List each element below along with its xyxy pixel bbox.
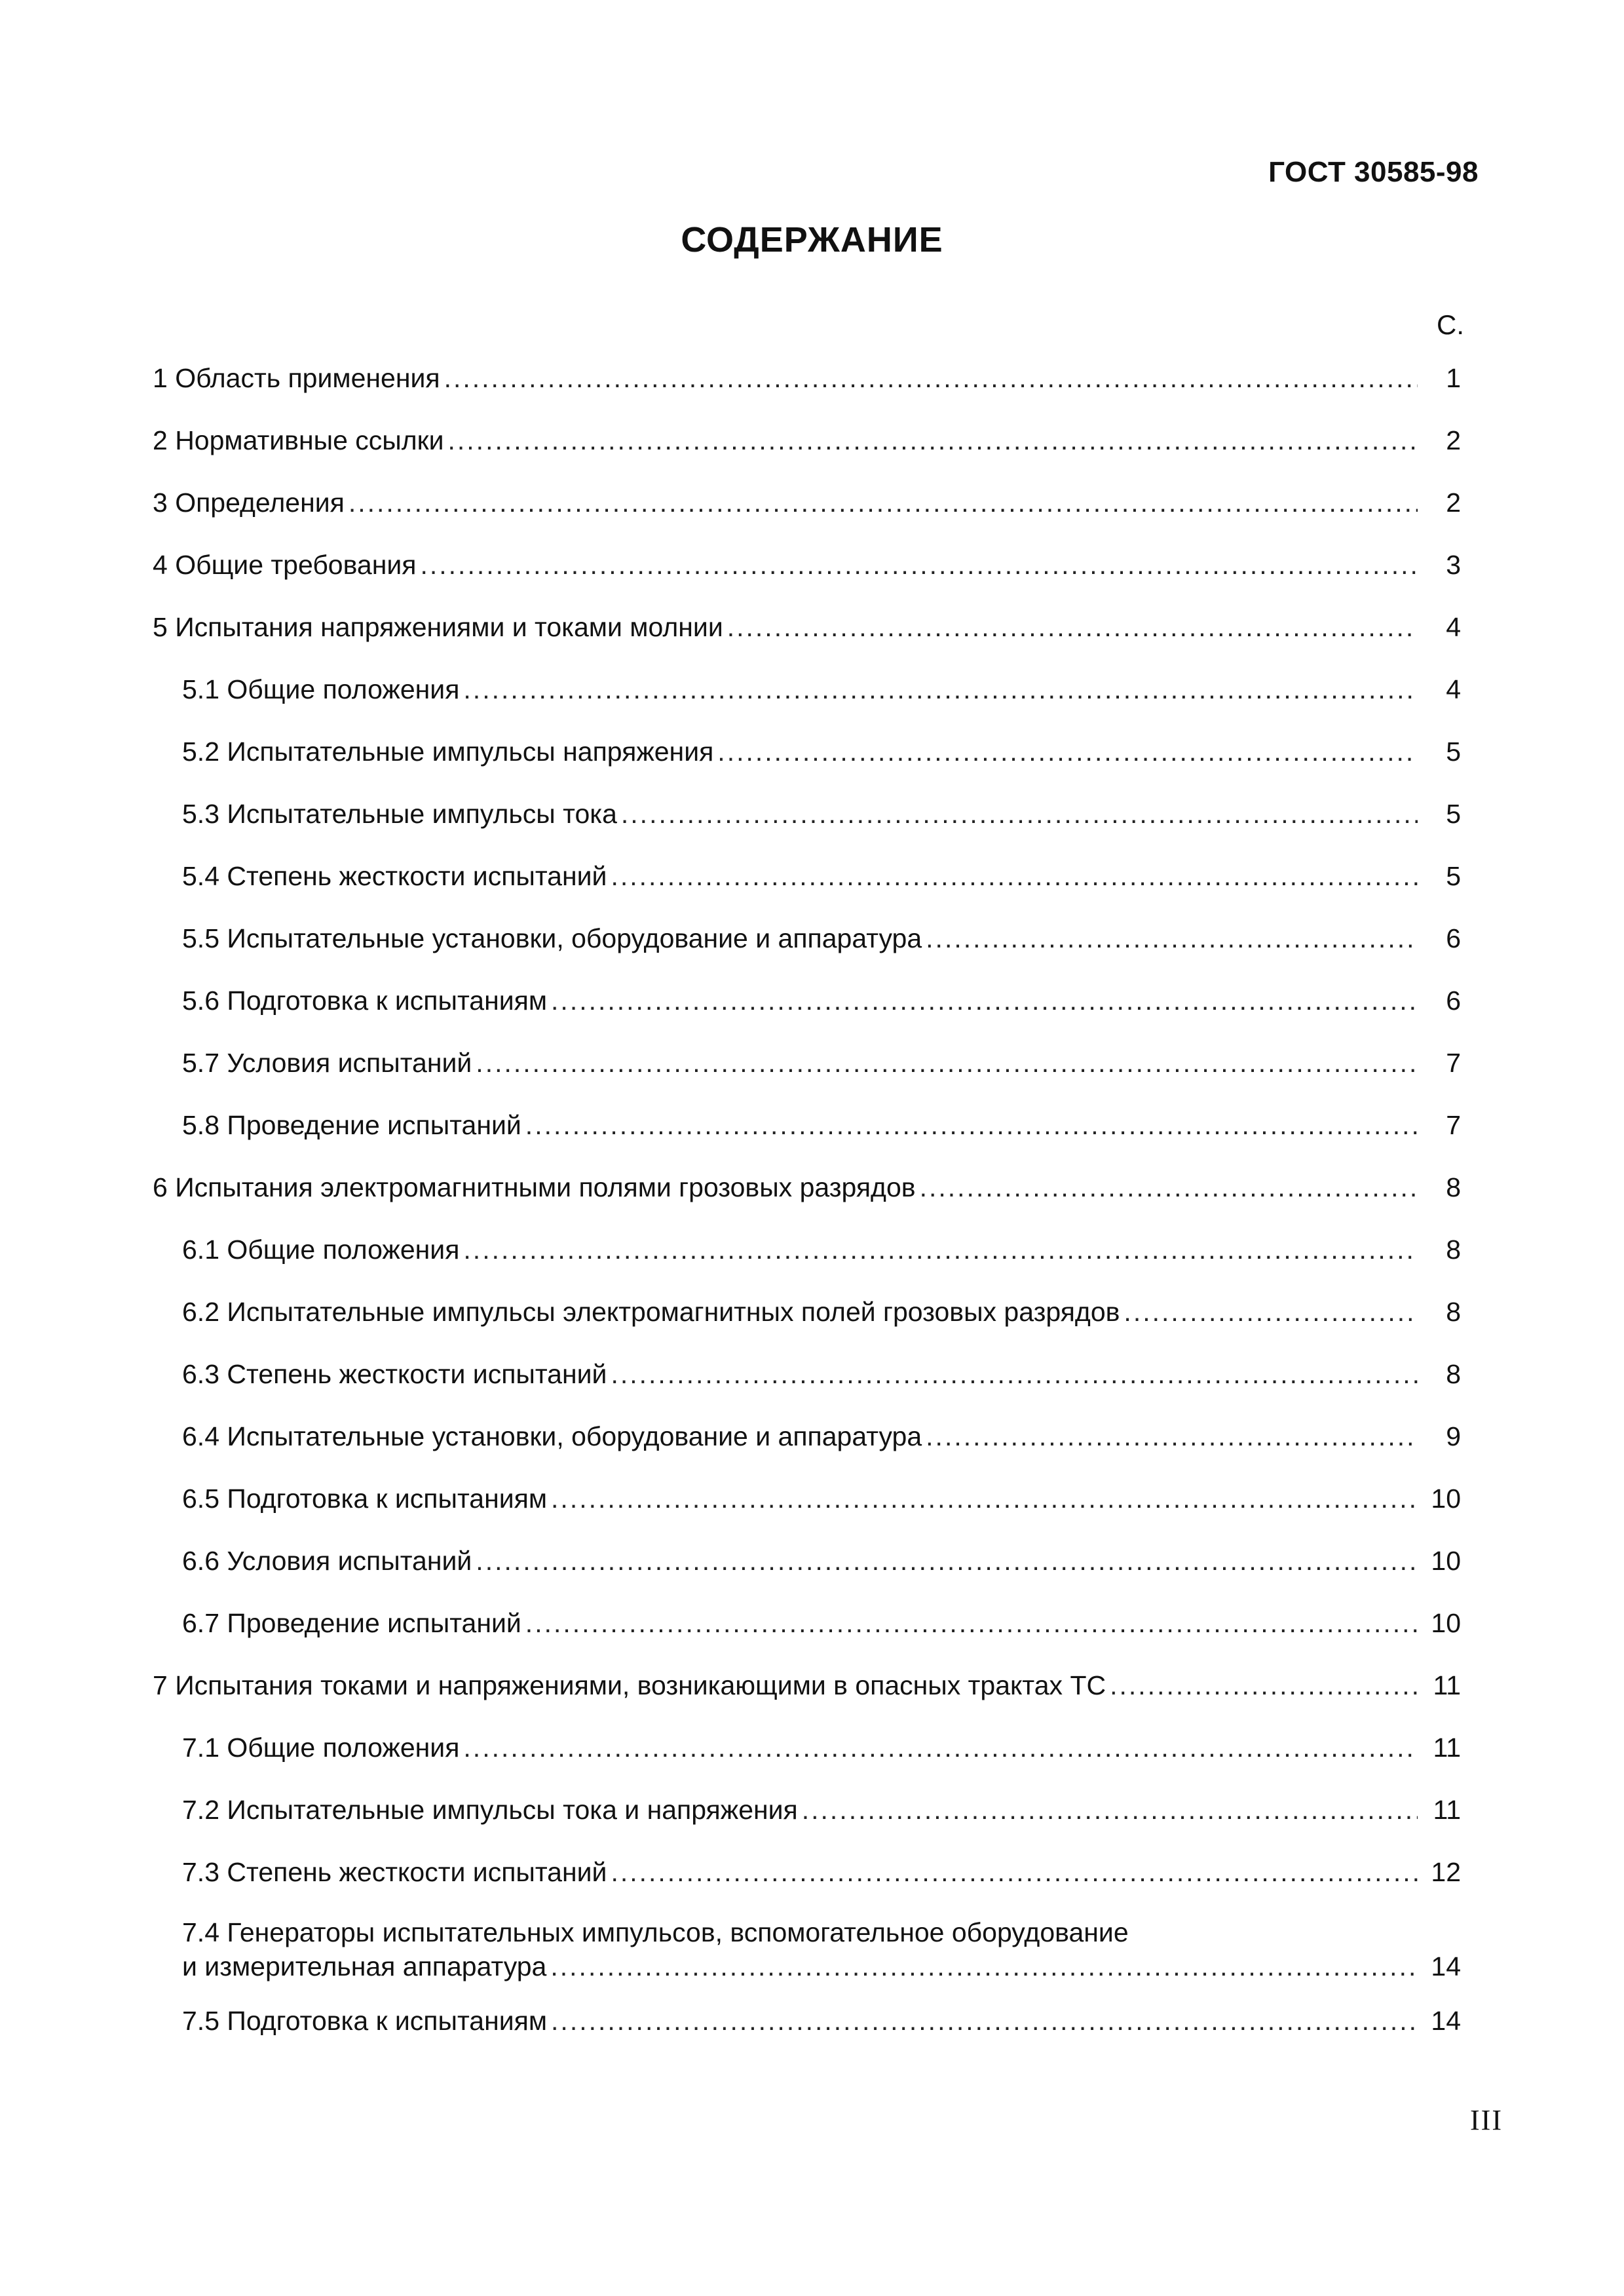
- toc-entry-page: 6: [1446, 985, 1461, 1016]
- toc-entry-title: 5.1 Общие положения: [182, 674, 460, 704]
- toc-entry-page: 1: [1446, 363, 1461, 393]
- toc-entry-title: 7.2 Испытательные импульсы тока и напряжения: [182, 1795, 798, 1825]
- dot-leader: [621, 783, 1418, 845]
- toc-entry-title: 4 Общие требования: [153, 550, 417, 580]
- toc-entry-title: 7.4 Генераторы испытательных импульсов, вспомогательное оборудование: [182, 1917, 1129, 1947]
- toc-entry-title: 5.8 Проведение испытаний: [182, 1110, 521, 1140]
- toc-entry-page: 9: [1446, 1421, 1461, 1451]
- toc-entry-title: 5.5 Испытательные установки, оборудование и аппаратура: [182, 923, 922, 953]
- toc-entry-page: 7: [1446, 1110, 1461, 1140]
- dot-leader: [463, 659, 1418, 721]
- dot-leader: [1110, 1655, 1418, 1717]
- toc-entry-page: 10: [1431, 1546, 1461, 1576]
- toc-entry-page: 11: [1433, 1670, 1461, 1700]
- toc-entry-title: 3 Определения: [153, 488, 345, 518]
- dot-leader: [727, 596, 1418, 659]
- dot-leader: [611, 1841, 1418, 1904]
- dot-leader: [926, 1406, 1418, 1468]
- toc-entry-page: 5: [1446, 861, 1461, 891]
- toc-entry-title: 6.1 Общие положения: [182, 1234, 460, 1265]
- toc-entry-title: 5.7 Условия испытаний: [182, 1048, 472, 1078]
- toc-entry-title: 5 Испытания напряжениями и токами молнии: [153, 612, 723, 642]
- toc-entry: [153, 1990, 1461, 2052]
- page-number: III: [1470, 2104, 1503, 2136]
- toc-entry-page: 3: [1446, 550, 1461, 580]
- toc-entry: [153, 1157, 1461, 1219]
- toc-entry: [153, 1032, 1461, 1094]
- toc-entry-title: 5.4 Степень жесткости испытаний: [182, 861, 607, 891]
- toc-entry-page: 4: [1446, 612, 1461, 642]
- toc-entry-page: 2: [1446, 425, 1461, 455]
- toc-entry-page: 10: [1431, 1483, 1461, 1514]
- toc-entry-page: 8: [1446, 1297, 1461, 1327]
- toc-entry: [153, 1717, 1461, 1779]
- toc-entry: [153, 534, 1461, 596]
- toc-entry: [153, 472, 1461, 534]
- toc-entry: [153, 1904, 1461, 1990]
- toc-entry: [153, 1779, 1461, 1841]
- toc-entry-title: 6.2 Испытательные импульсы электромагнитных полей грозовых разрядов: [182, 1297, 1120, 1327]
- dot-leader: [926, 908, 1418, 970]
- toc-entry-title: 5.6 Подготовка к испытаниям: [182, 985, 548, 1016]
- toc-entry-title: 7.5 Подготовка к испытаниям: [182, 2006, 548, 2036]
- toc-entry: [153, 347, 1461, 410]
- dot-leader: [551, 1468, 1418, 1530]
- dot-leader: [444, 347, 1418, 410]
- dot-leader: [463, 1717, 1418, 1779]
- toc-entry-page: 11: [1433, 1795, 1461, 1825]
- dot-leader: [463, 1219, 1418, 1281]
- toc-entry: [153, 970, 1461, 1032]
- toc-entry-title: 6 Испытания электромагнитными полями грозовых разрядов: [153, 1172, 916, 1202]
- toc-entry: [153, 1530, 1461, 1592]
- toc-entry-page: 6: [1446, 923, 1461, 953]
- toc-entry-page: 8: [1446, 1172, 1461, 1202]
- toc-entry: [153, 845, 1461, 908]
- dot-leader: [525, 1094, 1418, 1157]
- toc-entry-page: 5: [1446, 737, 1461, 767]
- toc-entry-page: 8: [1446, 1359, 1461, 1389]
- toc-entry: [153, 1343, 1461, 1406]
- toc-entry-title: 6.5 Подготовка к испытаниям: [182, 1483, 548, 1514]
- toc-entry-title: 7.1 Общие положения: [182, 1732, 460, 1763]
- dot-leader: [611, 845, 1418, 908]
- dot-leader: [448, 410, 1418, 472]
- toc-entry: [153, 1281, 1461, 1343]
- toc-entry-page: 8: [1446, 1234, 1461, 1265]
- toc-entry: [153, 721, 1461, 783]
- toc-entry-page: 10: [1431, 1608, 1461, 1638]
- dot-leader: [1124, 1281, 1418, 1343]
- toc-entry: [153, 410, 1461, 472]
- toc-entry: [153, 596, 1461, 659]
- toc-entry-page: 12: [1431, 1857, 1461, 1887]
- toc-entry-page: 5: [1446, 799, 1461, 829]
- toc-entry: [153, 1094, 1461, 1157]
- page-column-label: С.: [1437, 309, 1464, 340]
- dot-leader: [525, 1592, 1418, 1655]
- dot-leader: [611, 1343, 1418, 1406]
- toc-entry-title: 6.4 Испытательные установки, оборудование и аппаратура: [182, 1421, 922, 1451]
- toc-entry: [153, 1406, 1461, 1468]
- toc-entry-title: 7.3 Степень жесткости испытаний: [182, 1857, 607, 1887]
- toc-entry-page: 14: [1431, 2006, 1461, 2036]
- toc-entry-page: 11: [1433, 1732, 1461, 1763]
- dot-leader: [717, 721, 1418, 783]
- toc-entry-page: 2: [1446, 488, 1461, 518]
- dot-leader: [920, 1157, 1418, 1219]
- toc-entry-page: 14: [1431, 1951, 1461, 1981]
- dot-leader: [349, 472, 1418, 534]
- standard-code: ГОСТ 30585-98: [1268, 156, 1479, 188]
- dot-leader: [550, 1949, 1418, 1983]
- toc-entry: [153, 1219, 1461, 1281]
- toc-entry-title: 5.3 Испытательные импульсы тока: [182, 799, 617, 829]
- toc-entry-title: 6.7 Проведение испытаний: [182, 1608, 521, 1638]
- dot-leader: [420, 534, 1418, 596]
- toc-entry-title: 6.6 Условия испытаний: [182, 1546, 472, 1576]
- toc-entry-title-continued: и измерительная аппаратура: [182, 1951, 547, 1981]
- toc-entry-title: 1 Область применения: [153, 363, 440, 393]
- toc-entry-page: 7: [1446, 1048, 1461, 1078]
- toc-entry: [153, 783, 1461, 845]
- toc-entry: [153, 1841, 1461, 1904]
- toc-entry: [153, 908, 1461, 970]
- dot-leader: [551, 1990, 1418, 2052]
- dot-leader: [476, 1032, 1418, 1094]
- toc-entry-title: 2 Нормативные ссылки: [153, 425, 444, 455]
- toc-entry: [153, 1655, 1461, 1717]
- dot-leader: [551, 970, 1418, 1032]
- dot-leader: [476, 1530, 1418, 1592]
- toc-entry-title: 5.2 Испытательные импульсы напряжения: [182, 737, 714, 767]
- toc-entry-page: 4: [1446, 674, 1461, 704]
- table-of-contents: [153, 347, 1461, 2052]
- toc-entry: [153, 1592, 1461, 1655]
- dot-leader: [802, 1779, 1418, 1841]
- page-title: СОДЕРЖАНИЕ: [681, 220, 943, 259]
- toc-entry: [153, 659, 1461, 721]
- toc-entry: [153, 1468, 1461, 1530]
- toc-entry-title: 7 Испытания токами и напряжениями, возникающими в опасных трактах ТС: [153, 1670, 1106, 1700]
- toc-entry-title: 6.3 Степень жесткости испытаний: [182, 1359, 607, 1389]
